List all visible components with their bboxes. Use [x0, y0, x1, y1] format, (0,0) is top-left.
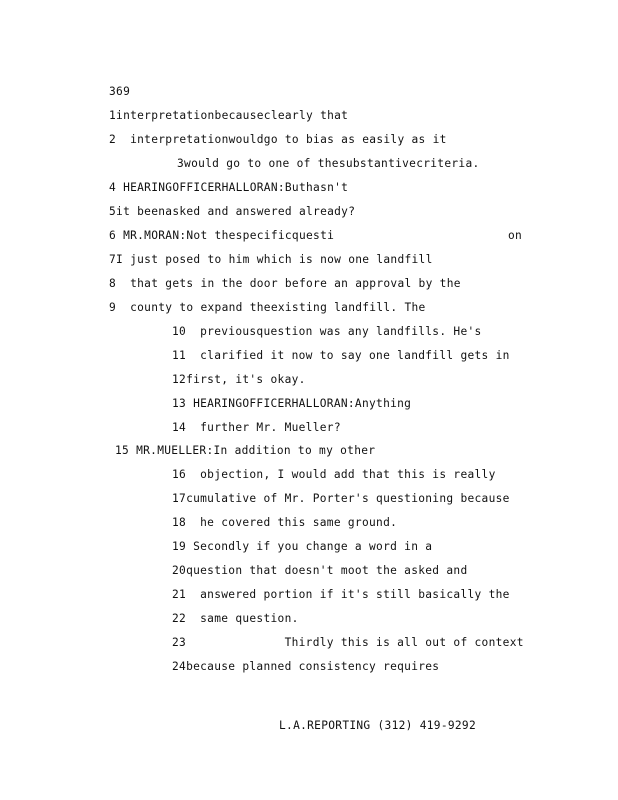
transcript-line-7: 7I just posed to him which is now one landfill: [109, 253, 433, 266]
transcript-line-11: 11 clarified it now to say one landfill gets in: [172, 349, 510, 362]
transcript-line-22: 22 same question.: [172, 612, 299, 625]
transcript-line-17: 17cumulative of Mr. Porter's questioning because: [172, 492, 510, 505]
transcript-line-10: 10 previousquestion was any landfills. He's: [172, 325, 482, 338]
transcript-line-16: 16 objection, I would add that this is really: [172, 468, 496, 481]
transcript-line-13: 13 HEARINGOFFICERHALLORAN:Anything: [172, 397, 412, 410]
transcript-line-9: 9 county to expand theexisting landfill. The: [109, 301, 426, 314]
transcript-line-20: 20question that doesn't moot the asked and: [172, 564, 468, 577]
transcript-line-2: 2 interpretationwouldgo to bias as easily as it: [109, 133, 447, 146]
transcript-line-6: 6 MR.MORAN:Not thespecificquesti: [109, 229, 335, 242]
transcript-line-3: 3would go to one of thesubstantivecriteria.: [177, 157, 480, 170]
transcript-line-24: 24because planned consistency requires: [172, 660, 440, 673]
transcript-line-21: 21 answered portion if it's still basically the: [172, 588, 510, 601]
transcript-line-23: 23 Thirdly this is all out of context: [172, 636, 524, 649]
transcript-line-5: 5it beenasked and answered already?: [109, 205, 356, 218]
transcript-line-6-trailing: on: [508, 229, 523, 242]
transcript-line-18: 18 he covered this same ground.: [172, 516, 398, 529]
transcript-line-19: 19 Secondly if you change a word in a: [172, 540, 433, 553]
page-number: 369: [109, 85, 131, 98]
transcript-line-1: 1interpretationbecauseclearly that: [109, 109, 349, 122]
transcript-line-8: 8 that gets in the door before an approval by the: [109, 277, 461, 290]
reporter-footer: L.A.REPORTING (312) 419-9292: [279, 719, 476, 732]
transcript-line-15: 15 MR.MUELLER:In addition to my other: [115, 444, 376, 457]
transcript-line-14: 14 further Mr. Mueller?: [172, 421, 341, 434]
transcript-line-12: 12first, it's okay.: [172, 373, 306, 386]
transcript-line-4: 4 HEARINGOFFICERHALLORAN:Buthasn't: [109, 181, 349, 194]
